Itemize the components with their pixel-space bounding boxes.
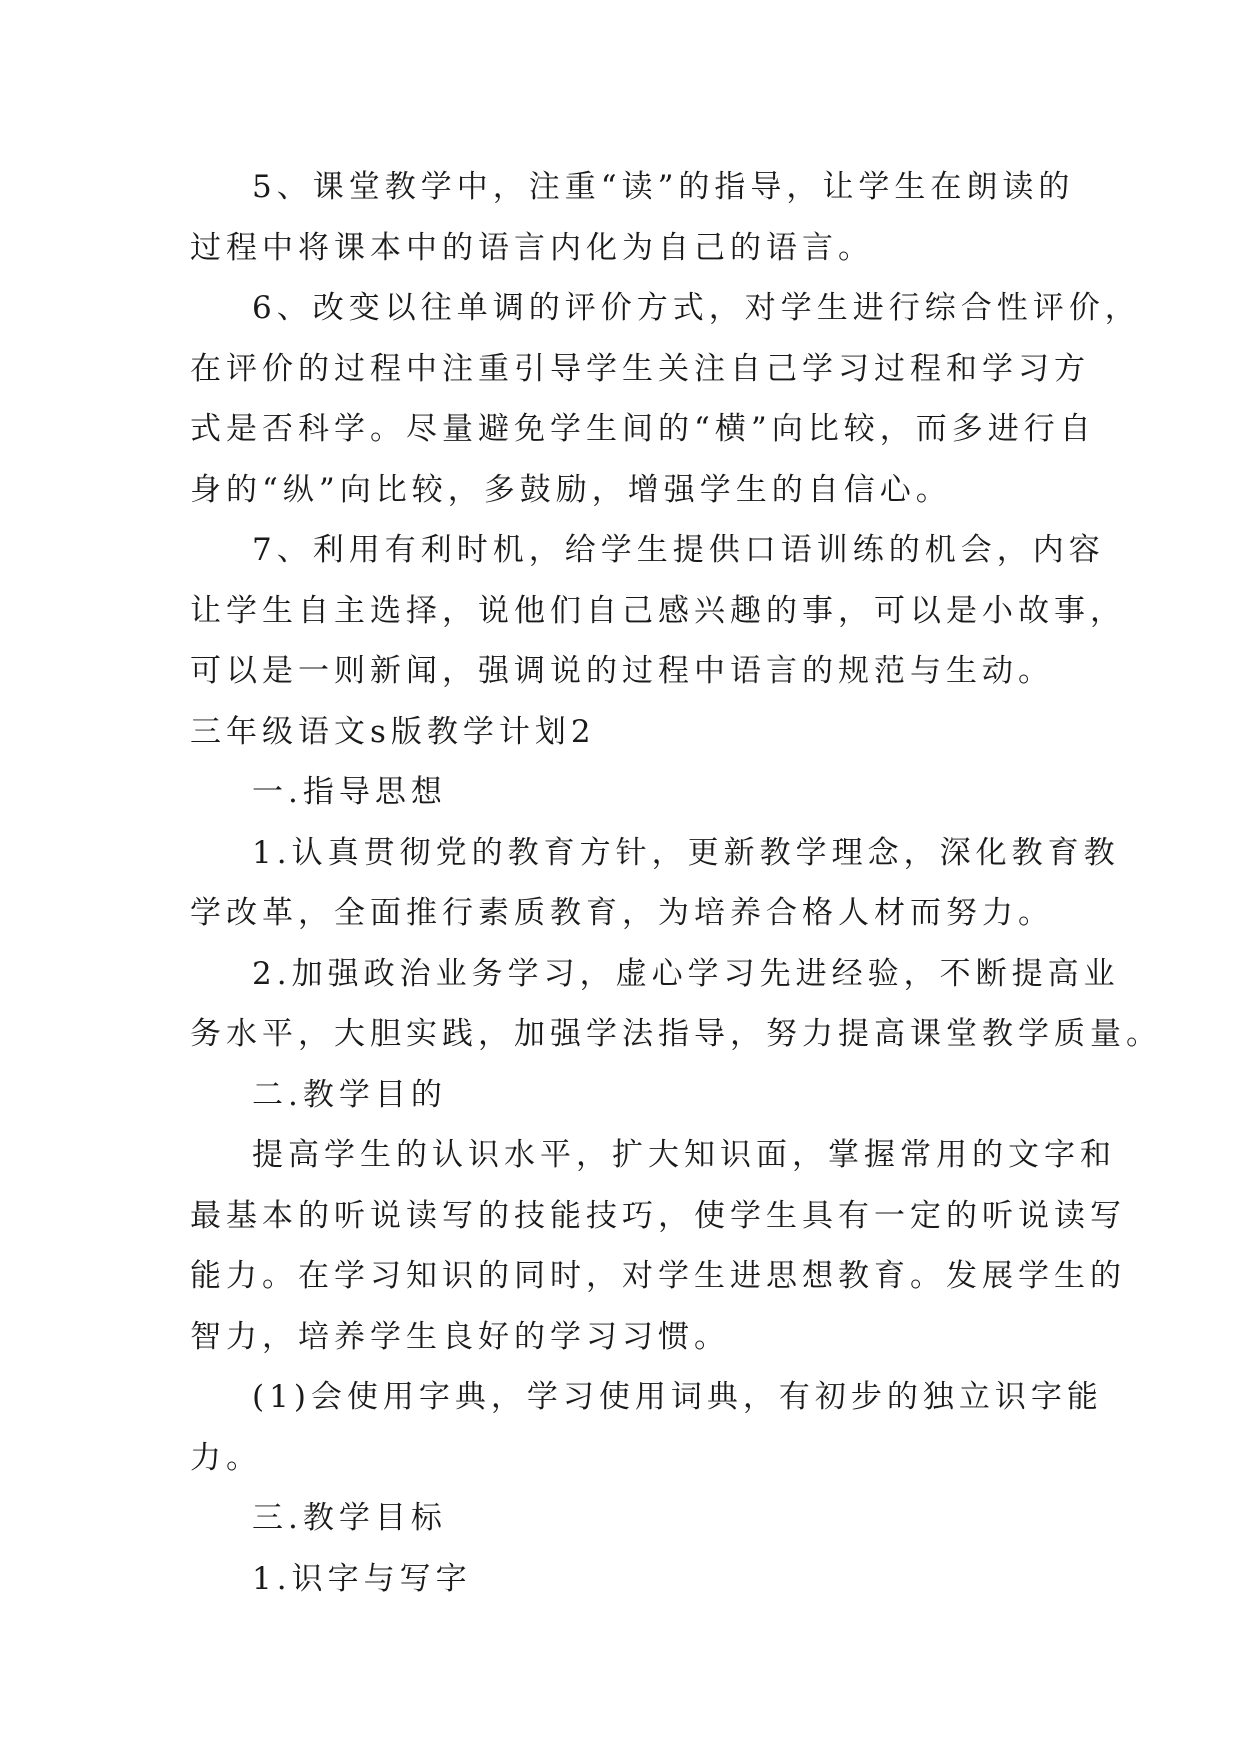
section-heading: 三.教学目标 bbox=[252, 1500, 447, 1536]
paragraph-line: 过程中将课本中的语言内化为自己的语言。 bbox=[190, 229, 874, 266]
paragraph-line: 让学生自主选择，说他们自己感兴趣的事，可以是小故事， bbox=[190, 592, 1126, 629]
paragraph-line: 7、利用有利时机，给学生提供口语训练的机会，内容 bbox=[252, 532, 1105, 568]
section-heading: 一.指导思想 bbox=[252, 774, 447, 810]
document-body bbox=[190, 157, 1162, 1609]
paragraph-line: 可以是一则新闻，强调说的过程中语言的规范与生动。 bbox=[190, 653, 1054, 689]
subsection-heading: 1.识字与写字 bbox=[252, 1560, 472, 1597]
paragraph-line: 5、课堂教学中，注重“读”的指导，让学生在朗读的 bbox=[252, 169, 1075, 205]
paragraph-line: 6、改变以往单调的评价方式，对学生进行综合性评价， bbox=[252, 290, 1141, 326]
paragraph-line: 2.加强政治业务学习，虚心学习先进经验，不断提高业 bbox=[252, 955, 1120, 992]
paragraph-line: 最基本的听说读写的技能技巧，使学生具有一定的听说读写 bbox=[190, 1197, 1126, 1234]
section-heading: 二.教学目的 bbox=[252, 1076, 447, 1113]
paragraph-line: 智力，培养学生良好的学习习惯。 bbox=[190, 1318, 730, 1355]
paragraph-line: 学改革，全面推行素质教育，为培养合格人材而努力。 bbox=[190, 895, 1054, 931]
paragraph-line: 力。 bbox=[190, 1439, 262, 1476]
paragraph-line: 1.认真贯彻党的教育方针，更新教学理念，深化教育教 bbox=[252, 834, 1120, 871]
paragraph-line: 提高学生的认识水平，扩大知识面，掌握常用的文字和 bbox=[252, 1137, 1116, 1173]
section-title: 三年级语文s版教学计划2 bbox=[190, 713, 596, 750]
paragraph-line: 身的“纵”向比较，多鼓励，增强学生的自信心。 bbox=[190, 471, 952, 508]
paragraph-line: 能力。在学习知识的同时，对学生进思想教育。发展学生的 bbox=[190, 1258, 1126, 1294]
paragraph-line: 在评价的过程中注重引导学生关注自己学习过程和学习方 bbox=[190, 350, 1090, 387]
paragraph-line: (1)会使用字典，学习使用词典，有初步的独立识字能 bbox=[252, 1379, 1103, 1415]
paragraph-line: 务水平，大胆实践，加强学法指导，努力提高课堂教学质量。 bbox=[190, 1016, 1162, 1052]
paragraph-line: 式是否科学。尽量避免学生间的“横”向比较，而多进行自 bbox=[190, 411, 1096, 447]
